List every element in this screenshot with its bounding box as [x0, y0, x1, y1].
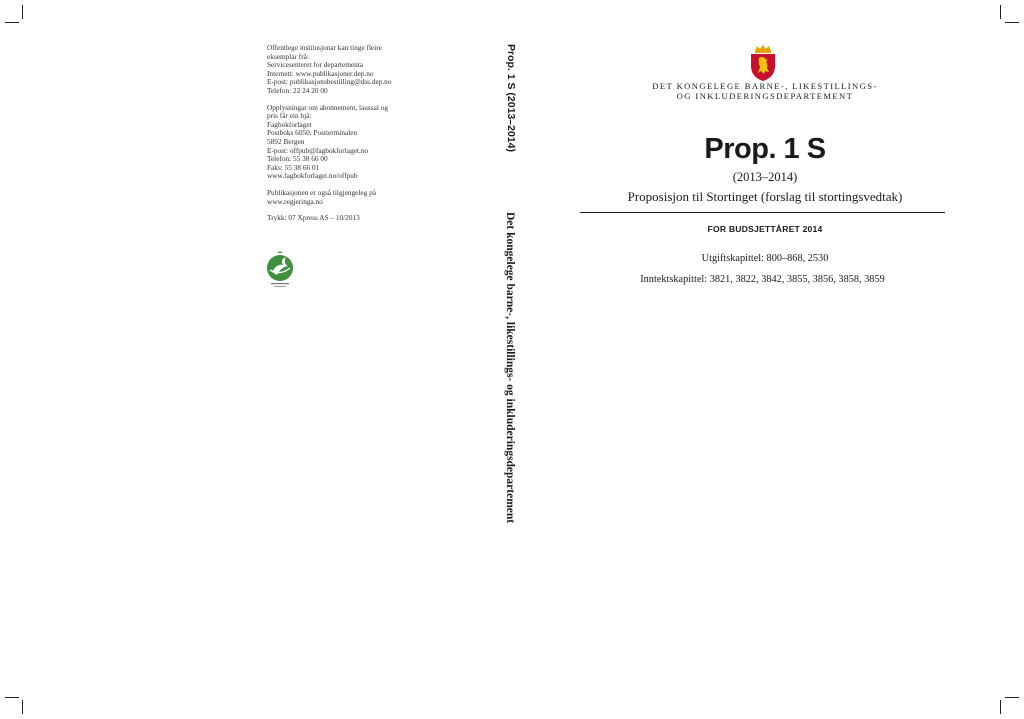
crop-mark — [1005, 22, 1019, 23]
crop-mark — [1000, 5, 1001, 19]
subscription-info-line: Fagbokforlaget — [267, 119, 312, 129]
budget-year-heading: FOR BUDSJETTÅRET 2014 — [707, 224, 823, 234]
spine-prop-label: Prop. 1 S (2013–2014) — [505, 44, 517, 152]
subscription-info-line: Faks: 55 38 66 01 — [267, 162, 320, 172]
department-name-line1: DET KONGELEGE BARNE-, LIKESTILLINGS- — [652, 81, 878, 91]
divider — [580, 212, 945, 213]
nordic-swan-ecolabel-icon — [263, 249, 297, 289]
session-years: (2013–2014) — [732, 170, 798, 184]
norwegian-coat-of-arms-icon — [748, 44, 778, 82]
ordering-info-line: eksemplar frå: — [267, 51, 309, 61]
ordering-info — [267, 44, 437, 96]
subscription-info-line: 5892 Bergen — [267, 136, 305, 146]
subscription-info-line: Opplysningar om abonnement, laussal og — [267, 102, 388, 112]
subscription-info-line: E-post: offpub@fagbokforlaget.no — [267, 145, 369, 155]
crop-mark — [5, 22, 19, 23]
ordering-info-line: Offentlege institusjonar kan tinge fleire — [267, 43, 382, 52]
crop-mark — [1000, 700, 1001, 714]
crop-mark — [22, 5, 23, 19]
ordering-info-line: E-post: publikasjonsbestilling@dss.dep.no — [267, 77, 392, 87]
ordering-info-line: Servicesenteret for departementa — [267, 60, 364, 70]
crop-mark — [1005, 697, 1019, 698]
subscription-info-line: pris får ein hjå: — [267, 111, 312, 121]
ordering-info-line: Telefon: 22 24 20 00 — [267, 85, 328, 95]
department-name — [620, 81, 910, 101]
web-info-line: Publikasjonen er også tilgjengeleg på — [267, 187, 377, 197]
subscription-info — [267, 104, 437, 181]
document-subtitle: Proposisjon til Stortinget (forslag til stortingsvedtak) — [627, 189, 903, 204]
document-title: Prop. 1 S — [704, 133, 826, 165]
subscription-info-line: Telefon: 55 38 66 00 — [267, 154, 328, 164]
subscription-info-line: Postboks 6050, Postterminalen — [267, 128, 358, 138]
ordering-info-line: Internett: www.publikasjoner.dep.no — [267, 68, 374, 78]
subscription-info-line: www.fagbokforlaget.no/offpub — [267, 171, 358, 181]
income-chapters: Inntektskapittel: 3821, 3822, 3842, 3855, 3856, 3858, 3859 — [640, 274, 885, 285]
expense-chapters: Utgiftskapittel: 800–868, 2530 — [701, 253, 829, 264]
web-info-line: www.regjeringa.no — [267, 196, 323, 206]
print-info: Trykk: 07 Xpress AS – 10/2013 — [267, 213, 360, 223]
crop-mark — [5, 697, 19, 698]
web-info — [267, 189, 437, 206]
spine-department-label: Det kongelege barne-, likestillings- og inkluderingsdepartement — [504, 212, 516, 524]
department-name-line2: OG INKLUDERINGSDEPARTEMENT — [676, 91, 854, 101]
back-cover-info — [267, 44, 437, 231]
crop-mark — [22, 700, 23, 714]
